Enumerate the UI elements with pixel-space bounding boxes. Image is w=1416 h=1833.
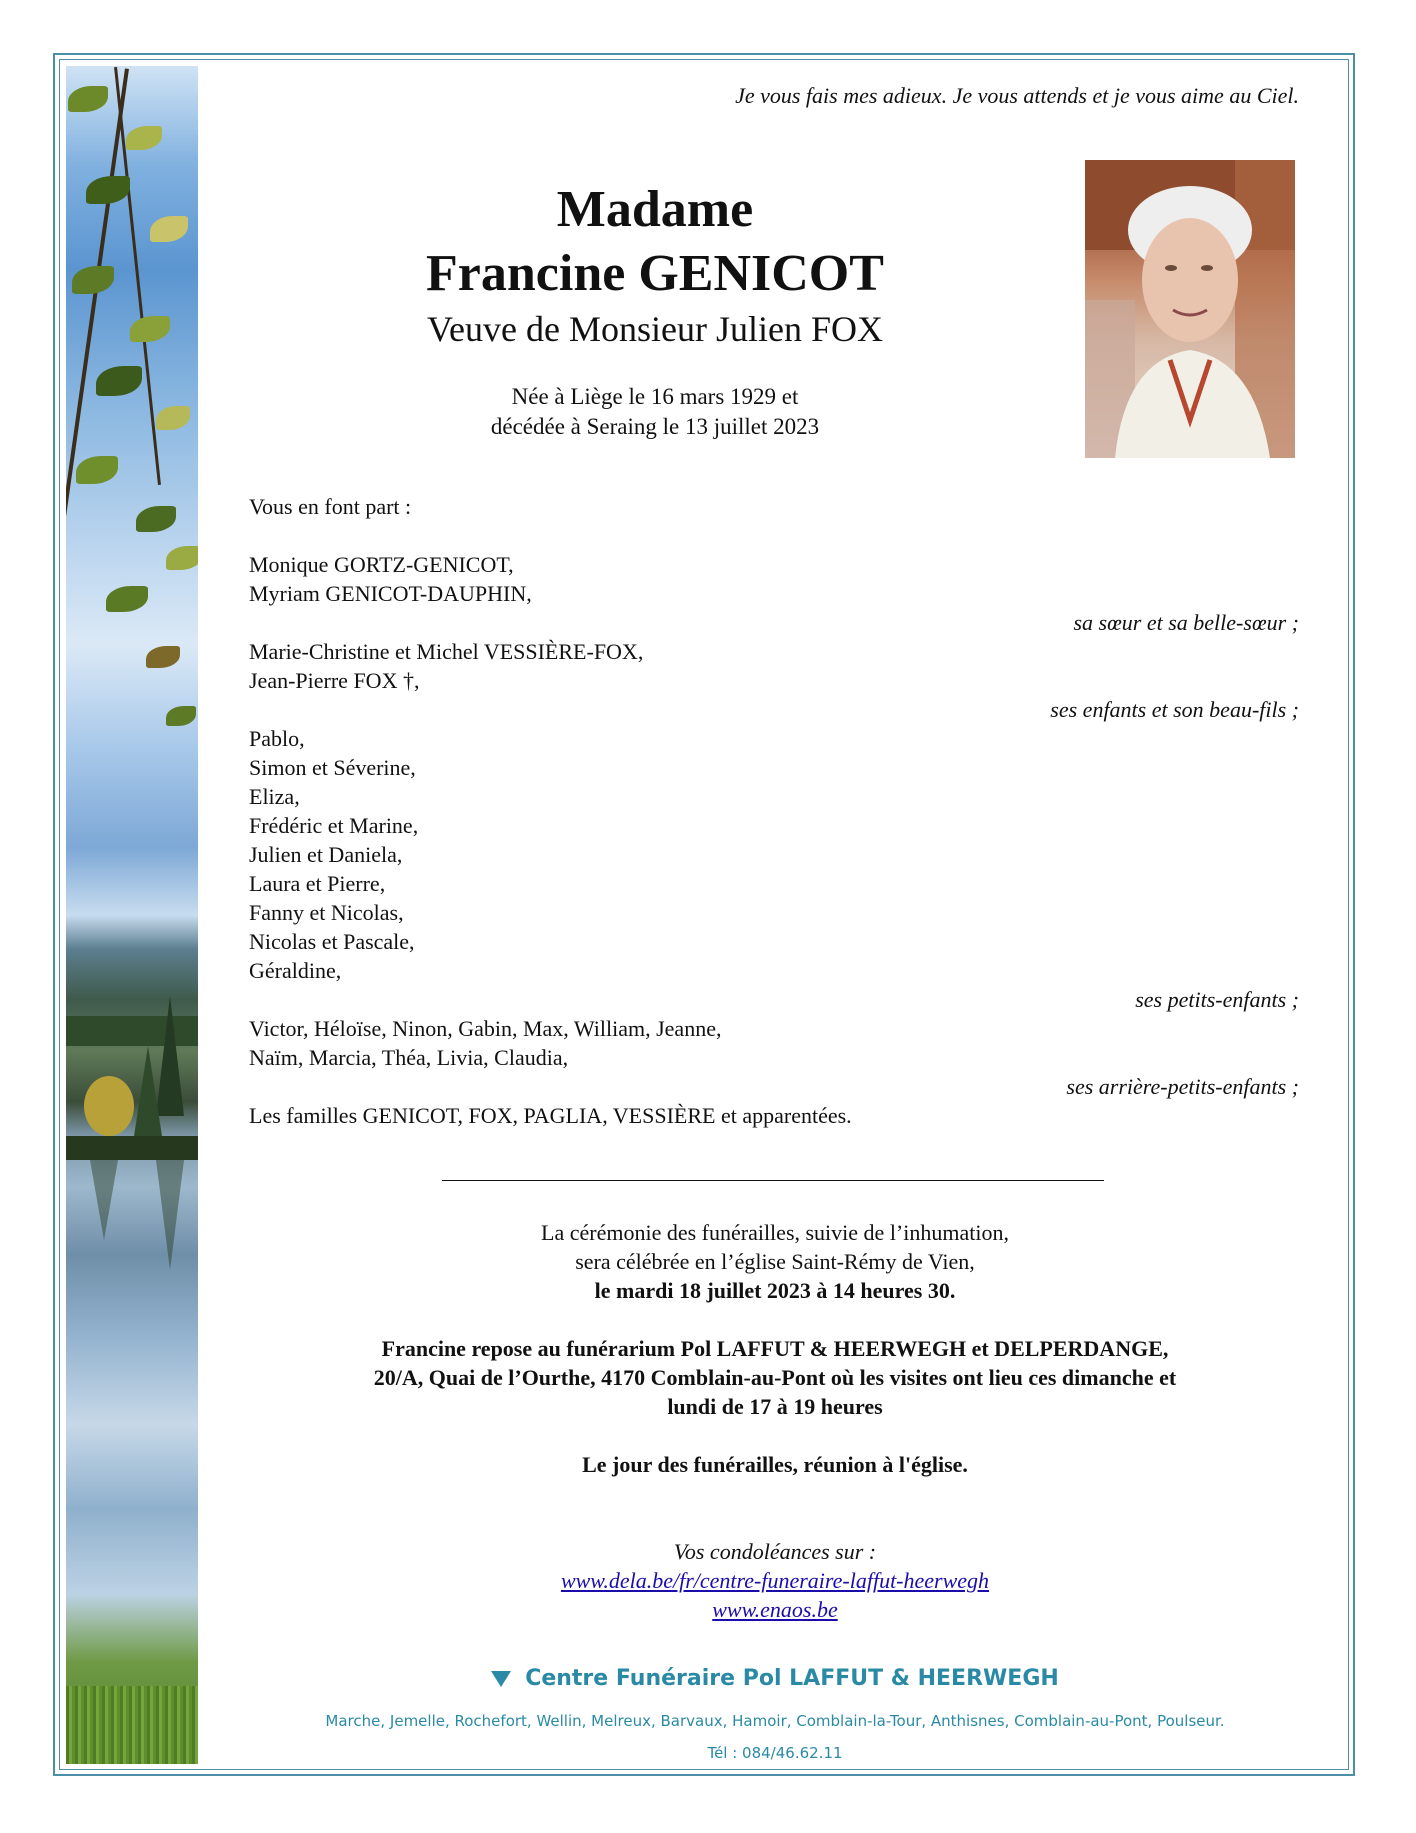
ceremony-date: le mardi 18 juillet 2023 à 14 heures 30. (594, 1278, 956, 1303)
widow-of: Veuve de Monsieur Julien FOX (427, 309, 883, 349)
funeral-home-name (250, 1666, 1300, 1691)
funeral-home-phone: Tél : 084/46.62.11 (707, 1744, 843, 1762)
relation-label: ses enfants et son beau-fils ; (1050, 697, 1299, 722)
families-line: Les familles GENICOT, FOX, PAGLIA, VESSIÈRE et apparentées. (249, 1103, 852, 1128)
relation-label: sa sœur et sa belle-sœur ; (1073, 610, 1299, 635)
family-name: Frédéric et Marine, (249, 813, 419, 838)
decorative-landscape-strip (66, 66, 198, 1764)
condolences-link-dela[interactable]: www.dela.be/fr/centre-funeraire-laffut-heerwegh (560, 1568, 990, 1593)
rest-info: lundi de 17 à 19 heures (667, 1394, 883, 1419)
birth-line: Née à Liège le 16 mars 1929 et (511, 384, 799, 409)
family-name: Julien et Daniela, (249, 842, 403, 867)
birth-death-info (250, 382, 1060, 442)
family-name: Victor, Héloïse, Ninon, Gabin, Max, William, Jeanne, (249, 1016, 722, 1041)
family-name: Myriam GENICOT-DAUPHIN, (249, 581, 532, 606)
family-name: Laura et Pierre, (249, 871, 386, 896)
family-name: Nicolas et Pascale, (249, 929, 415, 954)
ceremony-line: La cérémonie des funérailles, suivie de l’inhumation, (541, 1220, 1009, 1245)
family-name: Naïm, Marcia, Théa, Livia, Claudia, (249, 1045, 569, 1070)
ceremony-info (250, 1218, 1300, 1624)
portrait-photo (1085, 160, 1295, 458)
deceased-title: Madame (556, 181, 754, 238)
intro-text: Vous en font part : (249, 494, 412, 519)
rest-info: Francine repose au funérarium Pol LAFFUT & HEERWEGH et DELPERDANGE, (381, 1336, 1169, 1361)
family-name: Géraldine, (249, 958, 342, 983)
condolences-link-enaos[interactable]: www.enaos.be (712, 1597, 838, 1622)
family-name: Monique GORTZ-GENICOT, (249, 552, 514, 577)
ceremony-line: sera célébrée en l’église Saint-Rémy de Vien, (575, 1249, 975, 1274)
funeral-home-label: Centre Funéraire Pol LAFFUT & HEERWEGH (525, 1666, 1059, 1691)
deceased-name: Francine GENICOT (426, 245, 884, 302)
family-name: Marie-Christine et Michel VESSIÈRE-FOX, (249, 639, 644, 664)
announcement-body (249, 492, 1299, 1130)
separator-line (442, 1180, 1104, 1181)
relation-label: ses petits-enfants ; (1135, 987, 1299, 1012)
condolences-label: Vos condoléances sur : (673, 1539, 877, 1564)
rest-info: 20/A, Quai de l’Ourthe, 4170 Comblain-au-Pont où les visites ont lieu ces dimanche et (373, 1365, 1177, 1390)
epigraph-quote: Je vous fais mes adieux. Je vous attends et je vous aime au Ciel. (735, 83, 1299, 108)
triangle-down-icon (491, 1671, 511, 1687)
meeting-info: Le jour des funérailles, réunion à l'église. (582, 1452, 968, 1477)
family-name: Pablo, (249, 726, 305, 751)
family-name: Jean-Pierre FOX †, (249, 668, 420, 693)
death-line: décédée à Seraing le 13 juillet 2023 (490, 414, 820, 439)
portrait-illustration (1085, 160, 1295, 458)
funeral-home-locations: Marche, Jemelle, Rochefort, Wellin, Melreux, Barvaux, Hamoir, Comblain-la-Tour, Anthisnes, Comblain-au-Pont, Poulseur. (325, 1712, 1225, 1730)
family-name: Eliza, (249, 784, 300, 809)
family-name: Simon et Séverine, (249, 755, 416, 780)
family-name: Fanny et Nicolas, (249, 900, 404, 925)
relation-label: ses arrière-petits-enfants ; (1066, 1074, 1299, 1099)
